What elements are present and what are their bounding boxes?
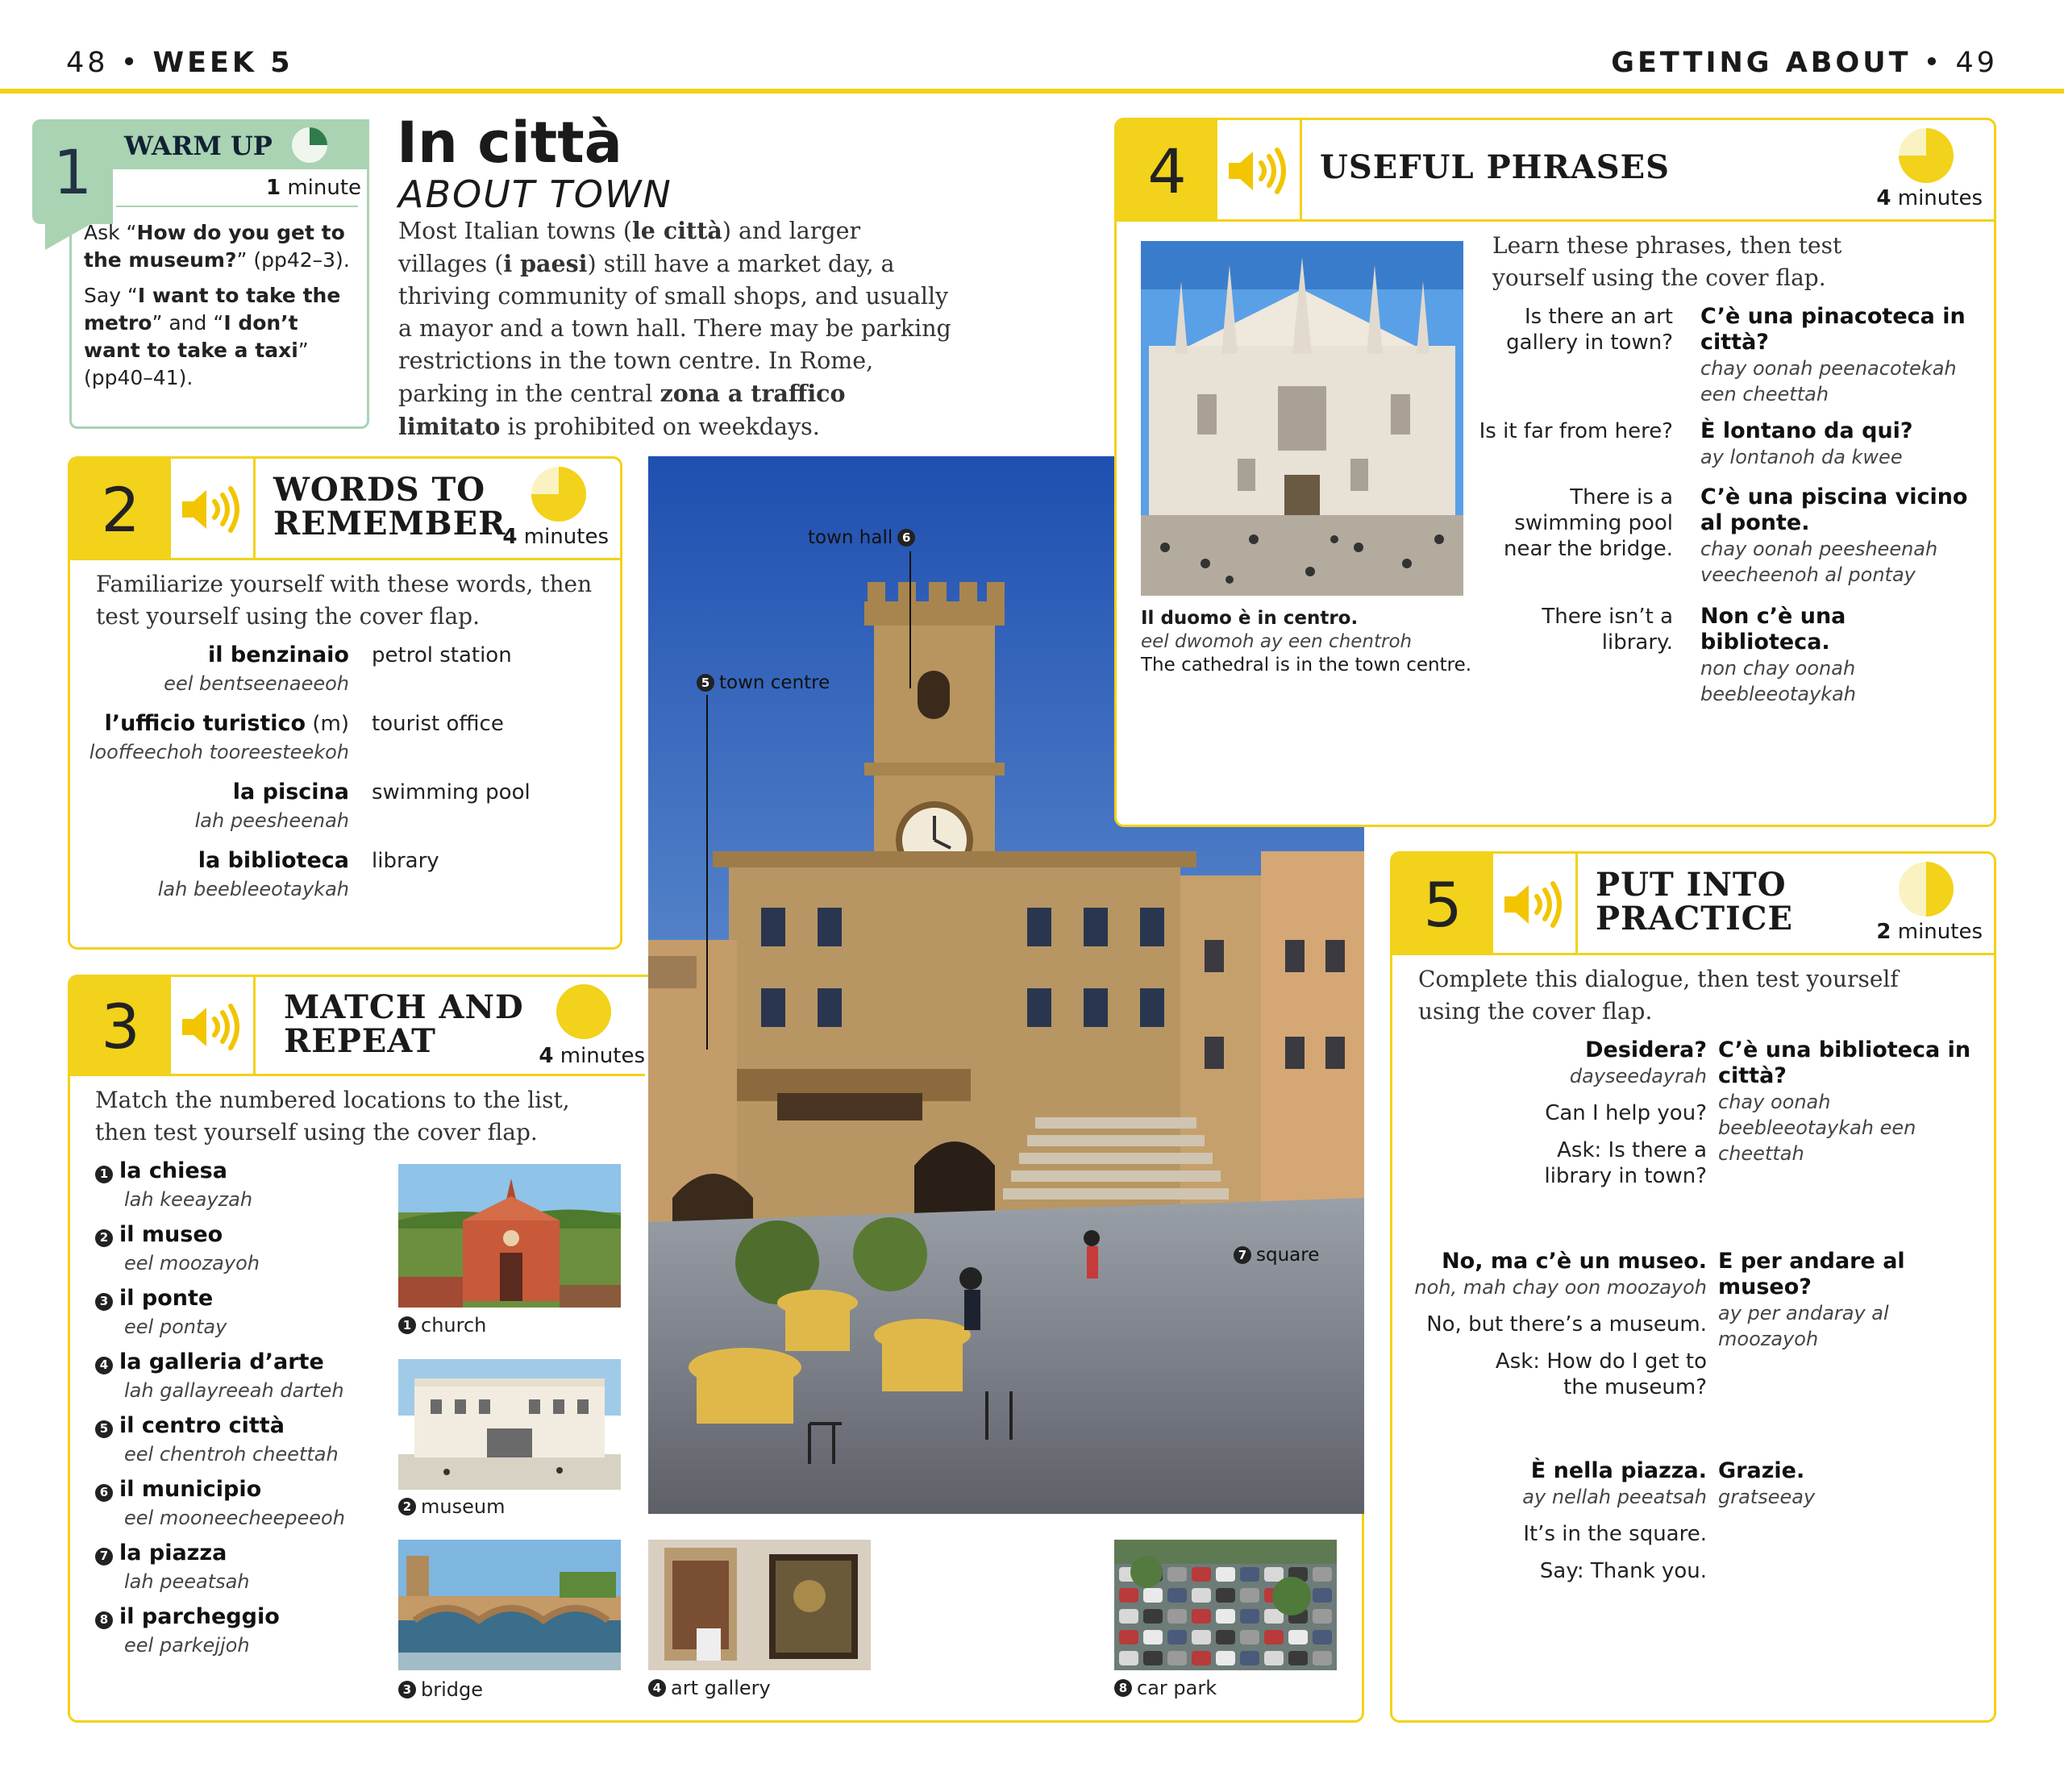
left-section-title: WEEK 5 [152, 47, 293, 79]
church-photo [398, 1164, 621, 1308]
cathedral-photo [1141, 241, 1463, 596]
left-page-number: 48 [66, 47, 109, 79]
car-park-caption: 8 car park [1114, 1677, 1217, 1699]
match-row: 2 il museo eel moozayoh [95, 1221, 402, 1277]
practice-intro: Complete this dialogue, then test yourself using the cover flap. [1418, 966, 1899, 1025]
cathedral-caption-pronunciation: eel dwomoh ay een chentroh [1141, 631, 1413, 652]
warmup-time-unit: minute [287, 176, 362, 200]
match-row: 4 la galleria d’arte lah gallayreeah darteh [95, 1349, 402, 1404]
cathedral-caption [1141, 607, 1496, 677]
practice-clock-icon [1897, 860, 1955, 918]
art-gallery-caption: 4 art gallery [648, 1677, 771, 1699]
header-rule [0, 89, 2064, 94]
word-row: la biblioteca lah beebleeotaykah library [157, 848, 439, 900]
match-number: 3 [70, 977, 171, 1076]
warmup-number: 1 [52, 135, 93, 208]
match-title: MATCH AND REPEAT [284, 988, 524, 1060]
right-running-head [1611, 47, 1998, 79]
practice-header [1392, 854, 1994, 955]
words-intro: Familiarize yourself with these words, then test yourself using the cover flap. [96, 571, 593, 630]
words-panel [68, 456, 622, 950]
museum-caption: 2 museum [398, 1495, 505, 1518]
square-label: 7 square [1234, 1245, 1319, 1266]
phrases-title: USEFUL PHRASES [1320, 148, 1670, 186]
phrases-clock-icon [1897, 127, 1955, 185]
warmup-time-value: 1 [266, 176, 281, 200]
match-intro: Match the numbered locations to the list, then test yourself using the cover flap. [95, 1087, 570, 1145]
right-section-title: GETTING ABOUT [1611, 47, 1912, 79]
phrases-panel: 4 USEFUL PHRASES 4 minutes Il duomo è in centro. eel dwomoh ay een chentroh The cathedral is in the town centre. Learn these phrases, then test yourself using the cover flap. Is there an art gallery in town? C’è una pinacoteca in città? chay oonah peenacotekah een cheettah Is it far from here? È lontano da qui? ay lontanoh da kwee There is a swimming pool near the bridge. C’è una piscina vicino al ponte. chay oonah peesheenah veecheenoh al pontay There isn’t a library. Non c’è una biblioteca. non chay oonah beebleeotaykah [1114, 118, 1996, 827]
right-bullet: • [1923, 47, 1944, 79]
town-hall-leader [909, 551, 911, 688]
phrases-intro: Learn these phrases, then test yourself using the cover flap. [1492, 232, 1842, 291]
bridge-photo [398, 1540, 621, 1670]
warmup-title: WARM UP [124, 131, 273, 161]
word-row: l’ufficio turistico (m) looffeechoh tooreesteekoh tourist office [89, 711, 504, 763]
speaker-icon[interactable] [171, 459, 256, 560]
words-number: 2 [70, 459, 171, 560]
match-header [68, 975, 645, 1076]
practice-number: 5 [1392, 854, 1493, 955]
practice-panel [1390, 851, 1996, 1723]
car-park-photo [1114, 1540, 1337, 1670]
dialogue-3-left: È nella piazza. ay nellah peeatsah It’s in the square. Say: Thank you. [1522, 1458, 1707, 1583]
phrases-header [1117, 120, 1994, 222]
intro-paragraph: Most Italian towns (le città) and larger villages (i paesi) still have a market day, a thriving community of small shops, and usually a mayor and a town hall. There may be parking restrictions in the town centre. In Rome, parking in the central zona a traffico limitato is prohibited on weekdays. [398, 217, 951, 440]
warmup-time [266, 176, 361, 200]
match-row: 3 il ponte eel pontay [95, 1285, 402, 1341]
warmup-clock-icon [290, 126, 329, 164]
practice-title: PUT INTO PRACTICE [1596, 866, 1793, 938]
speaker-icon[interactable] [171, 977, 256, 1076]
dialogue-2-answer: E per andare al museo? ay per andaray al moozayoh [1718, 1249, 1905, 1350]
word-row: il benzinaio eel bentseenaeeoh petrol station [164, 642, 512, 695]
match-row: 6 il municipio eel mooneecheepeeoh [95, 1476, 402, 1532]
word-row: la piscina lah peesheenah swimming pool [194, 780, 531, 832]
match-clock-icon [555, 983, 613, 1041]
speaker-icon[interactable] [1493, 854, 1578, 955]
right-page-number: 49 [1955, 47, 1998, 79]
church-caption: 1 church [398, 1314, 486, 1337]
match-time: 4 minutes [539, 1044, 645, 1068]
cathedral-caption-english: The cathedral is in the town centre. [1141, 655, 1472, 676]
page-subtitle: ABOUT TOWN [398, 173, 672, 216]
town-centre-label: 5 town centre [697, 672, 830, 693]
practice-time: 2 minutes [1876, 920, 1983, 944]
dialogue-1-answer: C’è una biblioteca in città? chay oonah beebleeotaykah een cheettah [1718, 1037, 1971, 1165]
match-row: 1 la chiesa lah keeayzah [95, 1158, 402, 1213]
dialogue-2-left: No, ma c’è un museo. noh, mah chay oon moozayoh No, but there’s a museum. Ask: How do I get to the museum? [1414, 1249, 1707, 1399]
town-hall-label: town hall 6 [808, 527, 915, 548]
warmup-number-tab [32, 119, 113, 224]
phrases-time: 4 minutes [1876, 186, 1983, 210]
dialogue-1-left: Desidera? dayseedayrah Can I help you? Ask: Is there a library in town? [1544, 1037, 1707, 1188]
left-bullet: • [120, 47, 141, 79]
dialogue-3-answer: Grazie. gratseeay [1718, 1458, 1816, 1508]
phrases-number: 4 [1117, 120, 1217, 222]
warmup-divider [116, 206, 358, 207]
words-time: 4 minutes [502, 525, 609, 549]
match-row: 5 il centro città eel chentroh cheettah [95, 1412, 402, 1468]
warmup-paragraph-2: Say “I want to take the metro” and “I don’t want to take a taxi” (pp40–41). [84, 284, 341, 389]
words-title: WORDS TO REMEMBER [273, 471, 506, 543]
words-header [70, 459, 620, 560]
words-clock-icon [530, 465, 588, 523]
bridge-caption: 3 bridge [398, 1678, 483, 1701]
speaker-icon[interactable] [1217, 120, 1302, 222]
match-row: 7 la piazza lah peeatsah [95, 1540, 402, 1595]
warmup-text [84, 219, 358, 392]
page-title: In città [397, 110, 622, 176]
left-running-head [66, 47, 293, 79]
town-centre-leader [706, 695, 708, 1050]
warmup-paragraph-1: Ask “How do you get to the museum?” (pp42–3). [84, 221, 350, 272]
match-row: 8 il parcheggio eel parkejjoh [95, 1603, 402, 1659]
art-gallery-photo [648, 1540, 871, 1670]
museum-photo [398, 1359, 621, 1490]
cathedral-caption-italian: Il duomo è in centro. [1141, 608, 1359, 629]
